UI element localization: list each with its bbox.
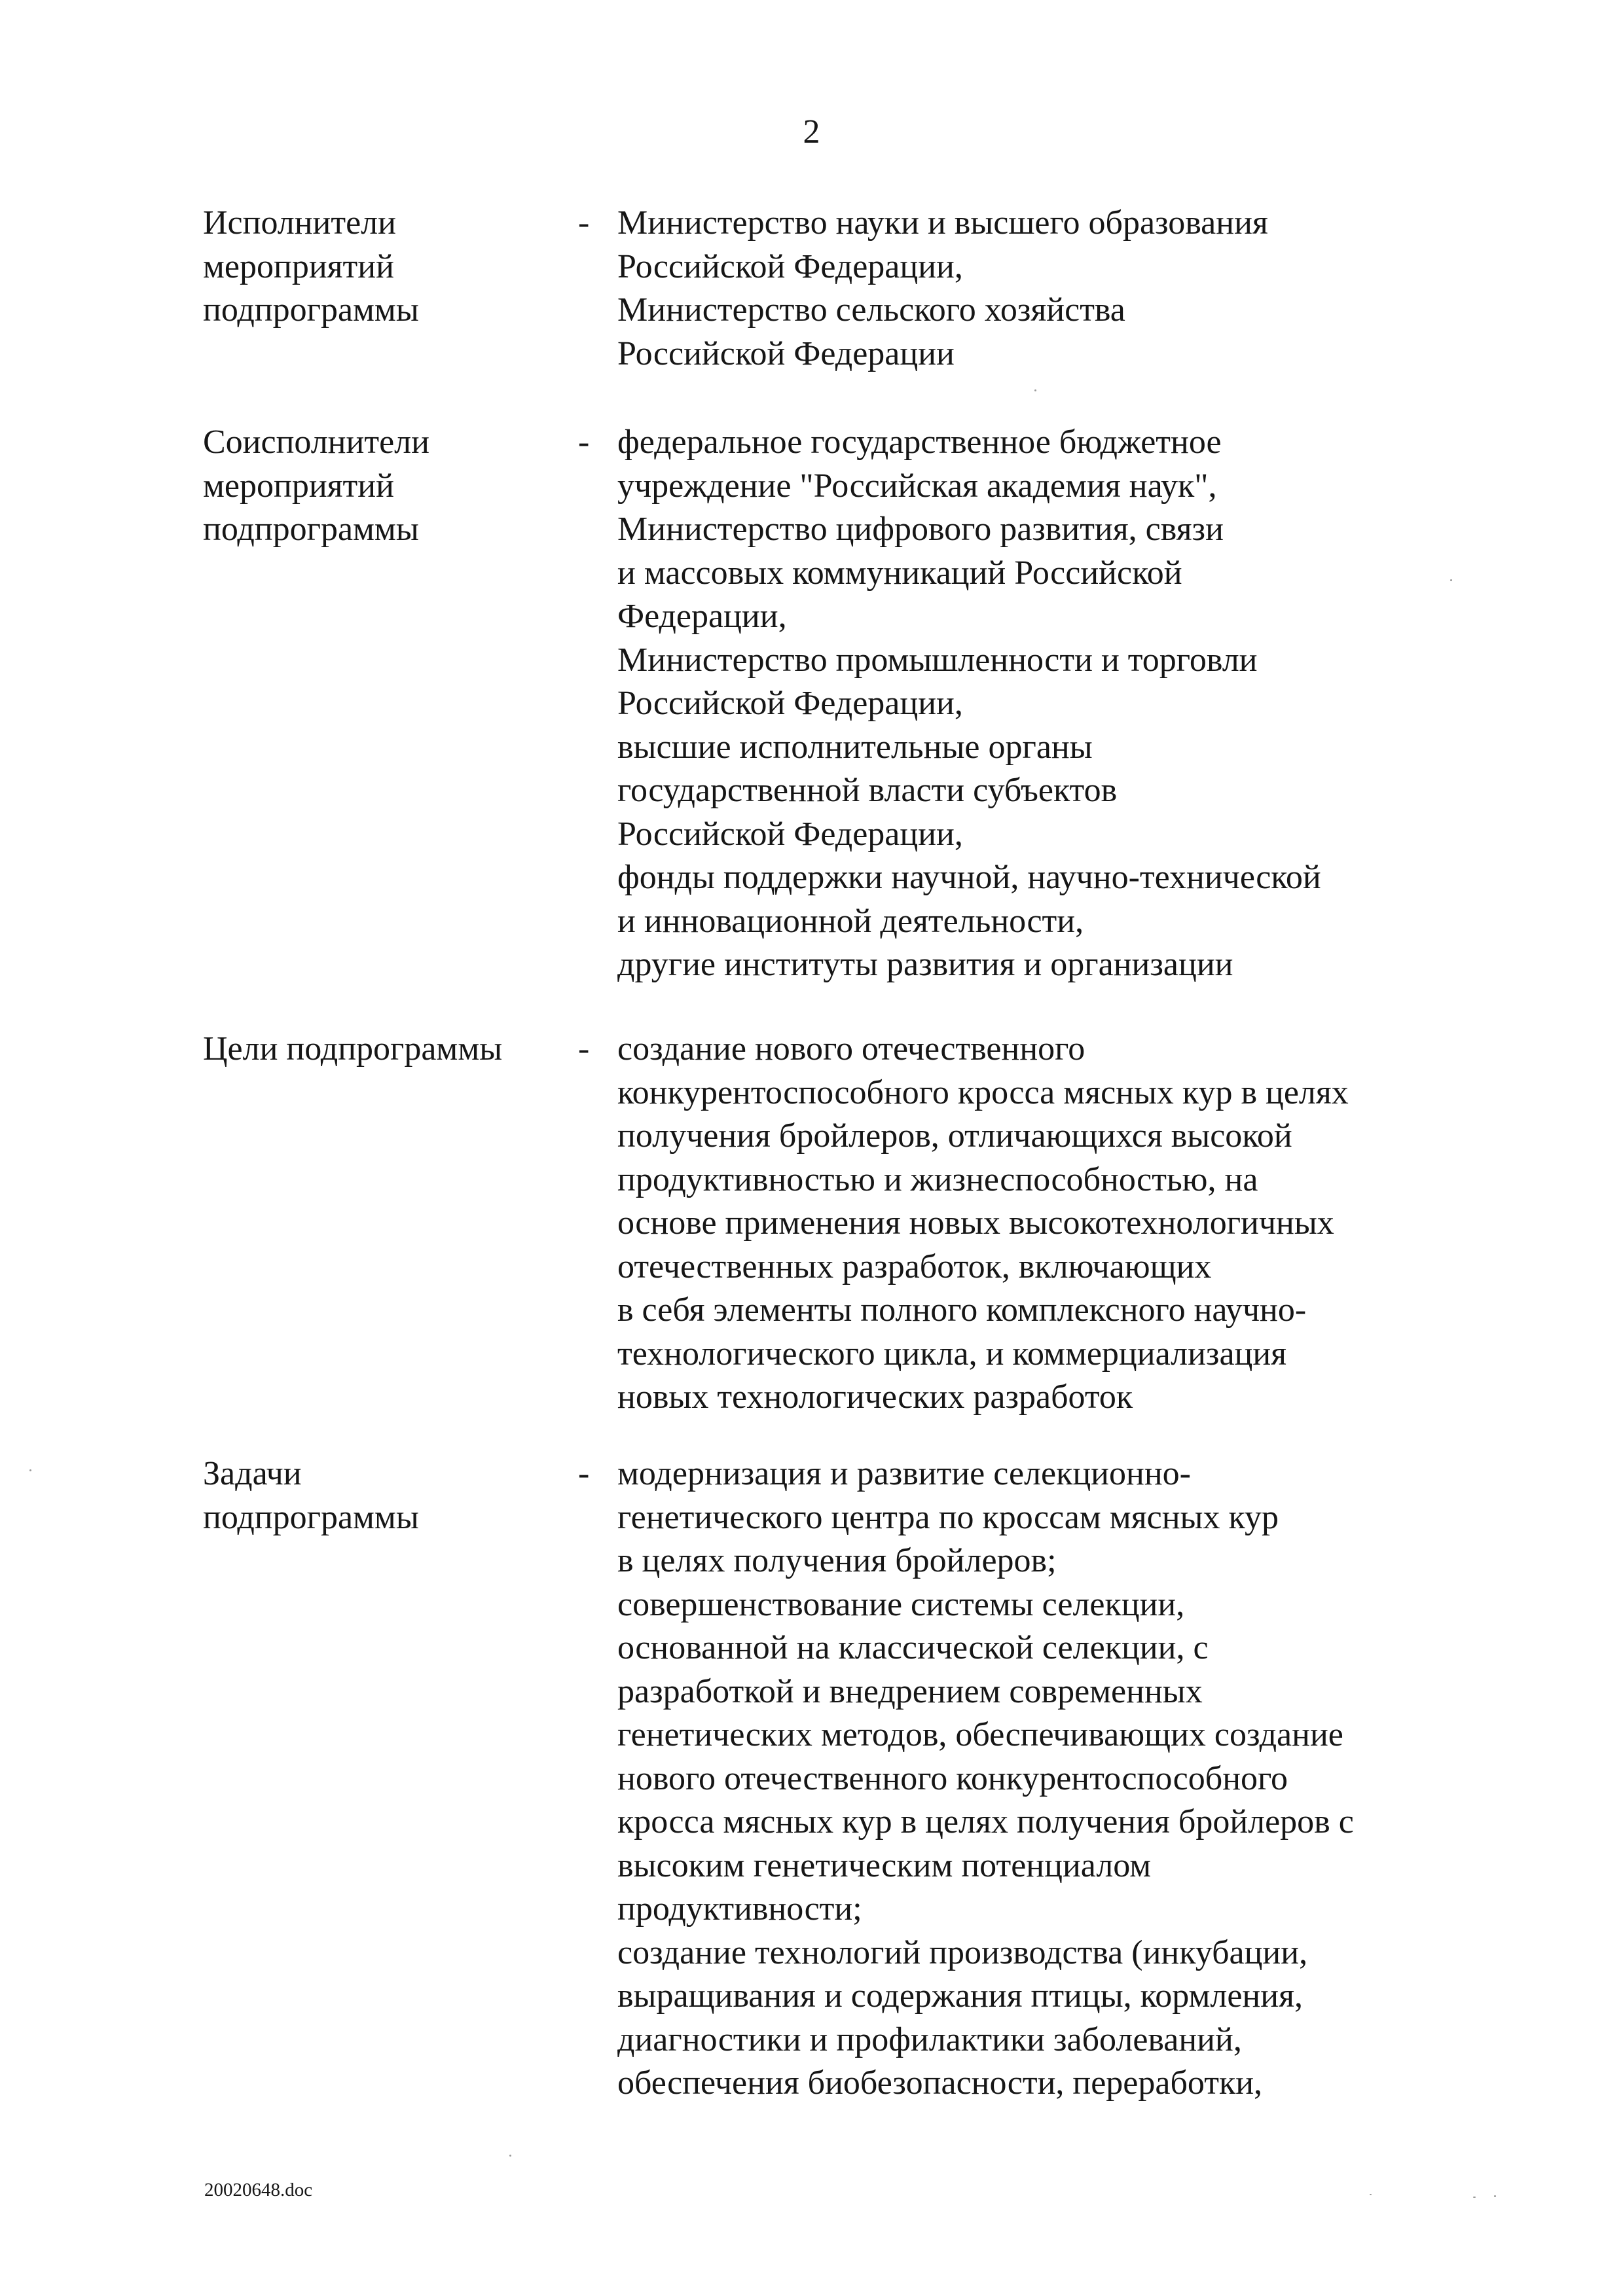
content-line: другие институты развития и организации bbox=[617, 946, 1233, 983]
content-line: диагностики и профилактики заболеваний, bbox=[617, 2020, 1242, 2058]
section-dash: - bbox=[578, 1455, 590, 1492]
content-line: получения бройлеров, отличающихся высокой bbox=[617, 1117, 1292, 1155]
content-line: высоким генетическим потенциалом bbox=[617, 1846, 1152, 1884]
label-line: подпрограммы bbox=[203, 1498, 419, 1536]
content-line: федеральное государственное бюджетное bbox=[617, 423, 1222, 461]
content-line: продуктивностью и жизнеспособностью, на bbox=[617, 1160, 1258, 1198]
content-line: основе применения новых высокотехнологичных bbox=[617, 1204, 1334, 1242]
content-line: и инновационной деятельности, bbox=[617, 902, 1084, 940]
content-line: кросса мясных кур в целях получения бройлеров с bbox=[617, 1803, 1354, 1840]
content-line: создание технологий производства (инкубации, bbox=[617, 1933, 1308, 1971]
content-line: технологического цикла, и коммерциализация bbox=[617, 1335, 1287, 1372]
section-content bbox=[617, 1028, 1482, 1420]
content-line: в себя элементы полного комплексного научно- bbox=[617, 1291, 1307, 1329]
content-line: модернизация и развитие селекционно- bbox=[617, 1455, 1191, 1492]
label-line: Соисполнители bbox=[203, 423, 429, 461]
content-line: обеспечения биобезопасности, переработки, bbox=[617, 2064, 1263, 2102]
scan-speck bbox=[1473, 2197, 1476, 2198]
content-line: генетического центра по кроссам мясных кур bbox=[617, 1498, 1279, 1536]
section-label bbox=[203, 421, 570, 552]
content-line: высшие исполнительные органы bbox=[617, 728, 1093, 766]
label-line: мероприятий bbox=[203, 247, 394, 285]
content-line: фонды поддержки научной, научно-технической bbox=[617, 859, 1321, 896]
content-line: генетических методов, обеспечивающих создание bbox=[617, 1716, 1343, 1753]
section-label bbox=[203, 1452, 570, 1539]
label-line: Задачи bbox=[203, 1455, 302, 1492]
content-line: Российской Федерации, bbox=[617, 685, 963, 722]
content-line: Федерации, bbox=[617, 598, 787, 635]
content-line: продуктивности; bbox=[617, 1890, 862, 1928]
section-content bbox=[617, 202, 1482, 376]
content-line: Министерство промышленности и торговли bbox=[617, 641, 1258, 679]
footer-filename: 20020648.doc bbox=[204, 2179, 313, 2200]
label-line: мероприятий bbox=[203, 467, 394, 505]
content-line: Министерство цифрового развития, связи bbox=[617, 511, 1224, 548]
section-dash: - bbox=[578, 423, 590, 461]
content-line: разработкой и внедрением современных bbox=[617, 1672, 1203, 1710]
content-line: отечественных разработок, включающих bbox=[617, 1247, 1212, 1285]
scan-speck bbox=[29, 1469, 31, 1471]
scan-speck bbox=[1370, 2194, 1372, 2195]
label-line: Исполнители bbox=[203, 204, 396, 242]
content-line: учреждение "Российская академия наук", bbox=[617, 467, 1217, 505]
label-line: подпрограммы bbox=[203, 291, 419, 329]
content-line: Российской Федерации bbox=[617, 334, 955, 372]
content-line: Министерство науки и высшего образования bbox=[617, 204, 1268, 242]
section-content bbox=[617, 421, 1482, 987]
content-line: создание нового отечественного bbox=[617, 1030, 1085, 1067]
content-line: и массовых коммуникаций Российской bbox=[617, 554, 1182, 592]
section-dash: - bbox=[578, 204, 590, 242]
content-line: Министерство сельского хозяйства bbox=[617, 291, 1125, 329]
label-line: Цели подпрограммы bbox=[203, 1030, 503, 1067]
content-line: нового отечественного конкурентоспособного bbox=[617, 1759, 1288, 1797]
page-number: 2 bbox=[803, 113, 820, 151]
label-line: подпрограммы bbox=[203, 511, 419, 548]
section-label bbox=[203, 1028, 570, 1071]
scan-speck bbox=[1450, 579, 1452, 581]
content-line: Российской Федерации, bbox=[617, 815, 963, 853]
section-label bbox=[203, 202, 570, 332]
content-line: государственной власти субъектов bbox=[617, 772, 1118, 809]
content-line: основанной на классической селекции, с bbox=[617, 1629, 1209, 1666]
content-line: конкурентоспособного кросса мясных кур в целях bbox=[617, 1073, 1349, 1111]
section-dash: - bbox=[578, 1030, 590, 1067]
content-line: выращивания и содержания птицы, кормления, bbox=[617, 1977, 1303, 2015]
content-line: новых технологических разработок bbox=[617, 1378, 1133, 1416]
content-line: совершенствование системы селекции, bbox=[617, 1585, 1185, 1623]
section-content bbox=[617, 1452, 1482, 2106]
scan-speck bbox=[1034, 389, 1036, 391]
scan-speck bbox=[509, 2155, 511, 2157]
content-line: в целях получения бройлеров; bbox=[617, 1542, 1057, 1579]
content-line: Российской Федерации, bbox=[617, 247, 963, 285]
scan-speck bbox=[1494, 2195, 1496, 2197]
